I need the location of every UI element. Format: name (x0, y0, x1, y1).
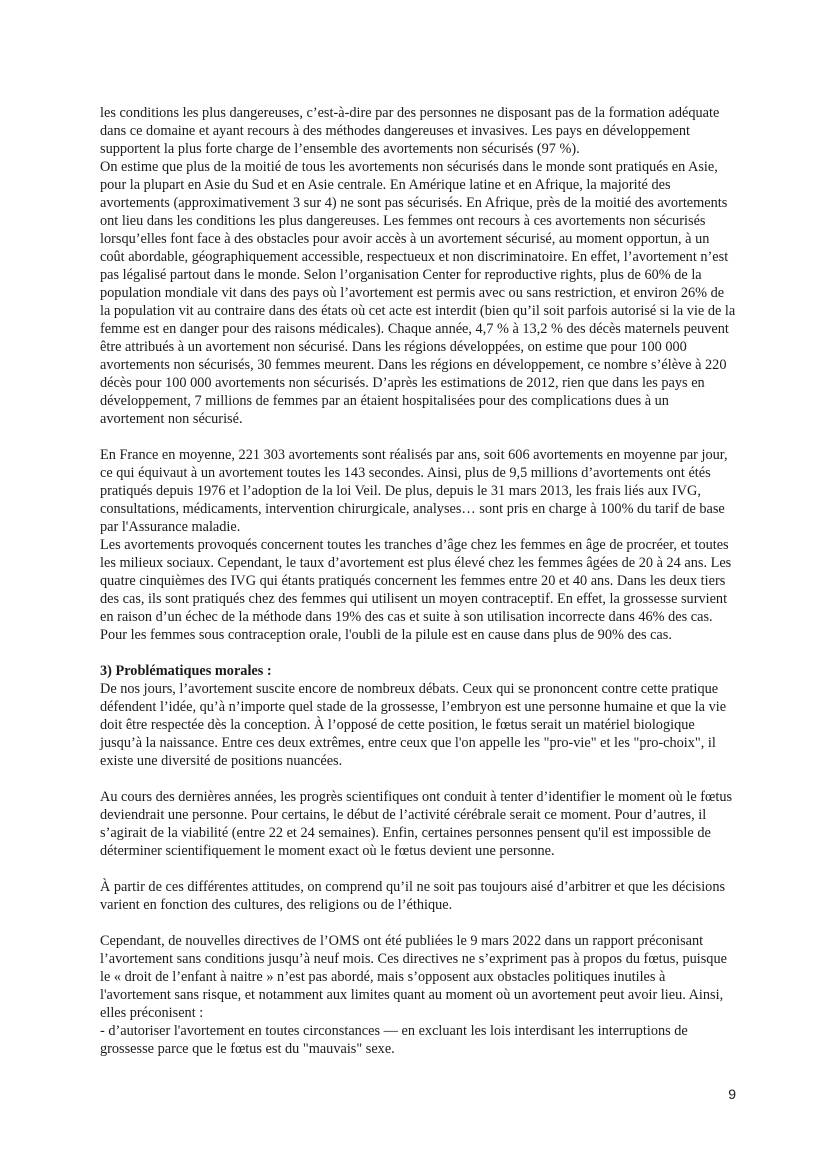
paragraph-age-groups: Les avortements provoqués concernent toutes les tranches d’âge chez les femmes en âge de procréer, et toutes les milieux sociaux. Cependant, le taux d’avortement est plus élevé chez les femmes âgées de 20 à 24 ans. Les quatre cinquièmes des IVG qui étants pratiqués concernent les femmes entre 20 et 40 ans. Dans les deux tiers des cas, ils sont pratiqués chez des femmes qui utilisent un moyen contraceptif. En effet, la grossesse survient en raison d’un échec de la méthode dans 19% des cas et suite à son utilisation incorrecte dans 46% des cas. Pour les femmes sous contraception orale, l'oubli de la pilule est en cause dans plus de 90% des cas. (100, 537, 732, 643)
paragraph-france-statistics: En France en moyenne, 221 303 avortements sont réalisés par ans, soit 606 avortements en moyenne par jour, ce qui équivaut à un avortement toutes les 143 secondes. Ainsi, plus de 9,5 millions d’avortements ont étés pratiqués depuis 1976 et l’adoption de la loi Veil. De plus, depuis le 31 mars 2013, les frais liés aux IVG, consultations, médicaments, intervention chirurgicale, analyses… sont pris en charge à 100% du tarif de base par l'Assurance maladie. (100, 447, 728, 535)
page-body (100, 104, 736, 1058)
paragraph-unsafe-abortion-conditions: les conditions les plus dangereuses, c’est-à-dire par des personnes ne disposant pas de la formation adéquate dans ce domaine et ayant recours à des méthodes dangereuses et invasives. Les pays en développement supportent la plus forte charge de l’ensemble des avortements non sécurisés (97 %). (100, 105, 720, 157)
section-heading: 3) Problématiques morales : (100, 663, 272, 679)
page-number: 9 (728, 1086, 736, 1102)
paragraph-moral-debate: De nos jours, l’avortement suscite encore de nombreux débats. Ceux qui se prononcent contre cette pratique défendent l’idée, qu’à n’importe quel stade de la grossesse, l’embryon est une personne humaine et que la vie doit être respectée dès la conception. À l’opposé de cette position, le fœtus serait un matériel biologique jusqu’à la naissance. Entre ces deux extrêmes, entre ceux que l'on appelle les "pro-vie" et les "pro-choix", il existe une diversité de positions nuancées. (100, 681, 727, 769)
list-item-authorize-abortion: - d’autoriser l'avortement en toutes circonstances — en excluant les lois interdisant les interruptions de grossesse parce que le fœtus est du "mauvais" sexe. (100, 1023, 688, 1057)
paragraph-attitudes: À partir de ces différentes attitudes, on comprend qu’il ne soit pas toujours aisé d’arbitrer et que les décisions varient en fonction des cultures, des religions ou de l’éthique. (100, 879, 726, 913)
paragraph-who-guidelines: Cependant, de nouvelles directives de l’OMS ont été publiées le 9 mars 2022 dans un rapport préconisant l’avortement sans conditions jusqu’à neuf mois. Ces directives ne s’expriment pas à propos du fœtus, puisque le « droit de l’enfant à naitre » n’est pas abordé, mais s’opposent aux obstacles politiques inutiles à l'avortement sans risque, et notamment aux limites quant au moment où un avortement peut avoir lieu. Ainsi, elles préconisent : (100, 933, 727, 1021)
paragraph-scientific-progress: Au cours des dernières années, les progrès scientifiques ont conduit à tenter d’identifier le moment où le fœtus deviendrait une personne. Pour certains, le début de l’activité cérébrale serait ce moment. Pour d’autres, il s’agirait de la viabilité (entre 22 et 24 semaines). Enfin, certaines personnes pensent qu'il est impossible de déterminer scientifiquement le moment exact où le fœtus devient une personne. (100, 789, 733, 859)
paragraph-unsafe-abortion-worldwide: On estime que plus de la moitié de tous les avortements non sécurisés dans le monde sont pratiqués en Asie, pour la plupart en Asie du Sud et en Asie centrale. En Amérique latine et en Afrique, la majorité des avortements (approximativement 3 sur 4) ne sont pas sécurisés. En Afrique, près de la moitié des avortements ont lieu dans les conditions les plus dangereuses. Les femmes ont recours à ces avortements non sécurisés lorsqu’elles font face à des obstacles pour avoir accès à un avortement sécurisé, au moment opportun, à un coût abordable, géographiquement accessible, respectueux et non discriminatoire. En effet, l’avortement n’est pas légalisé partout dans le monde. Selon l’organisation Center for reproductive rights, plus de 60% de la population mondiale vit dans des pays où l’avortement est permis avec ou sans restriction, et environ 26% de la population vit au contraire dans des états où cet acte est interdit (bien qu’il soit parfois autorisé si la vie de la femme est en danger pour des raisons médicales). Chaque année, 4,7 % à 13,2 % des décès maternels peuvent être attribués à un avortement non sécurisé. Dans les régions développées, on estime que pour 100 000 avortements non sécurisés, 30 femmes meurent. Dans les régions en développement, ce nombre s’élève à 220 décès pour 100 000 avortements non sécurisés. D’après les estimations de 2012, rien que dans les pays en développement, 7 millions de femmes par an étaient hospitalisées pour des complications dues à un avortement non sécurisé. (100, 159, 736, 427)
